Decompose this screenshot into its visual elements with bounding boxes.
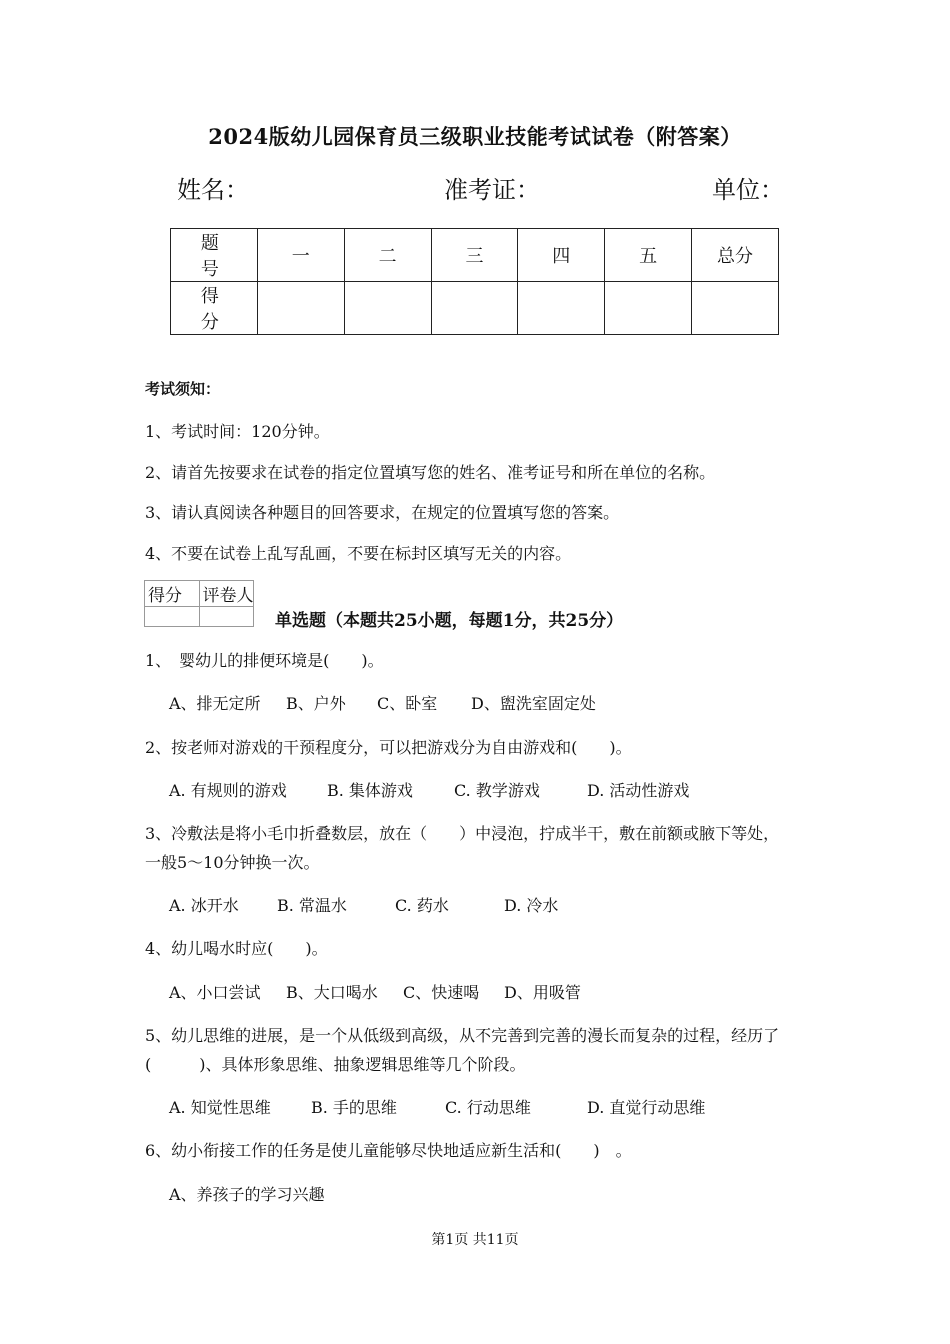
score-cell[interactable] bbox=[431, 282, 518, 335]
score-table-score-row bbox=[171, 282, 779, 335]
notice-item: 3、请认真阅读各种题目的回答要求，在规定的位置填写您的答案。 bbox=[145, 503, 620, 522]
section-3-header: 三 bbox=[431, 229, 518, 282]
option[interactable]: D、用吸管 bbox=[504, 983, 581, 1002]
score-cell[interactable] bbox=[344, 282, 431, 335]
page-title: 2024版幼儿园保育员三级职业技能考试试卷（附答案） bbox=[208, 124, 742, 149]
grader-score-cell[interactable] bbox=[145, 607, 200, 627]
question-stem: 1、 婴幼儿的排便环境是( )。 bbox=[145, 651, 384, 670]
option[interactable]: C. 药水 bbox=[395, 896, 449, 915]
option[interactable]: B. 常温水 bbox=[277, 896, 347, 915]
question-stem: 6、幼小衔接工作的任务是使儿童能够尽快地适应新生活和( ) 。 bbox=[145, 1141, 632, 1160]
option[interactable]: A、排无定所 bbox=[169, 694, 261, 713]
notice-item: 2、请首先按要求在试卷的指定位置填写您的姓名、准考证号和所在单位的名称。 bbox=[145, 463, 716, 482]
section-5-header: 五 bbox=[605, 229, 692, 282]
question-stem-continued: 一般5～10分钟换一次。 bbox=[145, 853, 320, 872]
grader-box bbox=[144, 580, 254, 627]
question-stem: 4、幼儿喝水时应( )。 bbox=[145, 939, 328, 958]
option[interactable]: A. 冰开水 bbox=[169, 896, 239, 915]
grader-name-cell[interactable] bbox=[199, 607, 254, 627]
notice-heading: 考试须知： bbox=[145, 380, 221, 398]
question-stem: 5、幼儿思维的进展，是一个从低级到高级，从不完善到完善的漫长而复杂的过程，经历了 bbox=[145, 1026, 780, 1045]
question-stem: 2、按老师对游戏的干预程度分，可以把游戏分为自由游戏和( )。 bbox=[145, 738, 632, 757]
option[interactable]: D. 冷水 bbox=[504, 896, 559, 915]
option[interactable]: C. 行动思维 bbox=[445, 1098, 531, 1117]
grader-name-label: 评卷人 bbox=[199, 581, 254, 607]
score-cell[interactable] bbox=[605, 282, 692, 335]
option[interactable]: B、户外 bbox=[286, 694, 346, 713]
option[interactable]: D、盥洗室固定处 bbox=[471, 694, 596, 713]
option[interactable]: A. 知觉性思维 bbox=[169, 1098, 271, 1117]
grader-score-label: 得分 bbox=[145, 581, 200, 607]
total-header: 总分 bbox=[692, 229, 779, 282]
option[interactable]: D. 直觉行动思维 bbox=[587, 1098, 706, 1117]
score-cell[interactable] bbox=[692, 282, 779, 335]
name-label: 姓名： bbox=[177, 176, 249, 204]
question-number-label: 题 号 bbox=[171, 229, 258, 282]
score-cell[interactable] bbox=[518, 282, 605, 335]
question-stem: 3、冷敷法是将小毛巾折叠数层，放在（ ）中浸泡，拧成半干，敷在前额或腋下等处， bbox=[145, 824, 780, 843]
option[interactable]: A、小口尝试 bbox=[169, 983, 261, 1002]
notice-item: 1、考试时间：120分钟。 bbox=[145, 422, 330, 441]
option[interactable]: B. 集体游戏 bbox=[327, 781, 413, 800]
option[interactable]: A、养孩子的学习兴趣 bbox=[169, 1185, 325, 1204]
page-footer: 第1页 共11页 bbox=[431, 1232, 519, 1248]
score-table bbox=[170, 228, 779, 335]
option[interactable]: A. 有规则的游戏 bbox=[169, 781, 287, 800]
score-table-header-row bbox=[171, 229, 779, 282]
score-cell[interactable] bbox=[257, 282, 344, 335]
unit-label: 单位： bbox=[712, 176, 784, 204]
option[interactable]: B、大口喝水 bbox=[286, 983, 378, 1002]
question-stem-continued: ( )、具体形象思维、抽象逻辑思维等几个阶段。 bbox=[145, 1055, 526, 1074]
score-row-label: 得 分 bbox=[171, 282, 258, 335]
section-title: 单选题（本题共25小题，每题1分，共25分） bbox=[275, 611, 624, 631]
option[interactable]: C、卧室 bbox=[377, 694, 438, 713]
section-2-header: 二 bbox=[344, 229, 431, 282]
exam-id-label: 准考证： bbox=[444, 176, 540, 204]
candidate-info-row bbox=[0, 170, 950, 204]
option[interactable]: C. 教学游戏 bbox=[454, 781, 540, 800]
section-1-header: 一 bbox=[257, 229, 344, 282]
option[interactable]: B. 手的思维 bbox=[311, 1098, 397, 1117]
notice-item: 4、不要在试卷上乱写乱画，不要在标封区填写无关的内容。 bbox=[145, 544, 572, 563]
option[interactable]: D. 活动性游戏 bbox=[587, 781, 690, 800]
section-4-header: 四 bbox=[518, 229, 605, 282]
option[interactable]: C、快速喝 bbox=[403, 983, 480, 1002]
